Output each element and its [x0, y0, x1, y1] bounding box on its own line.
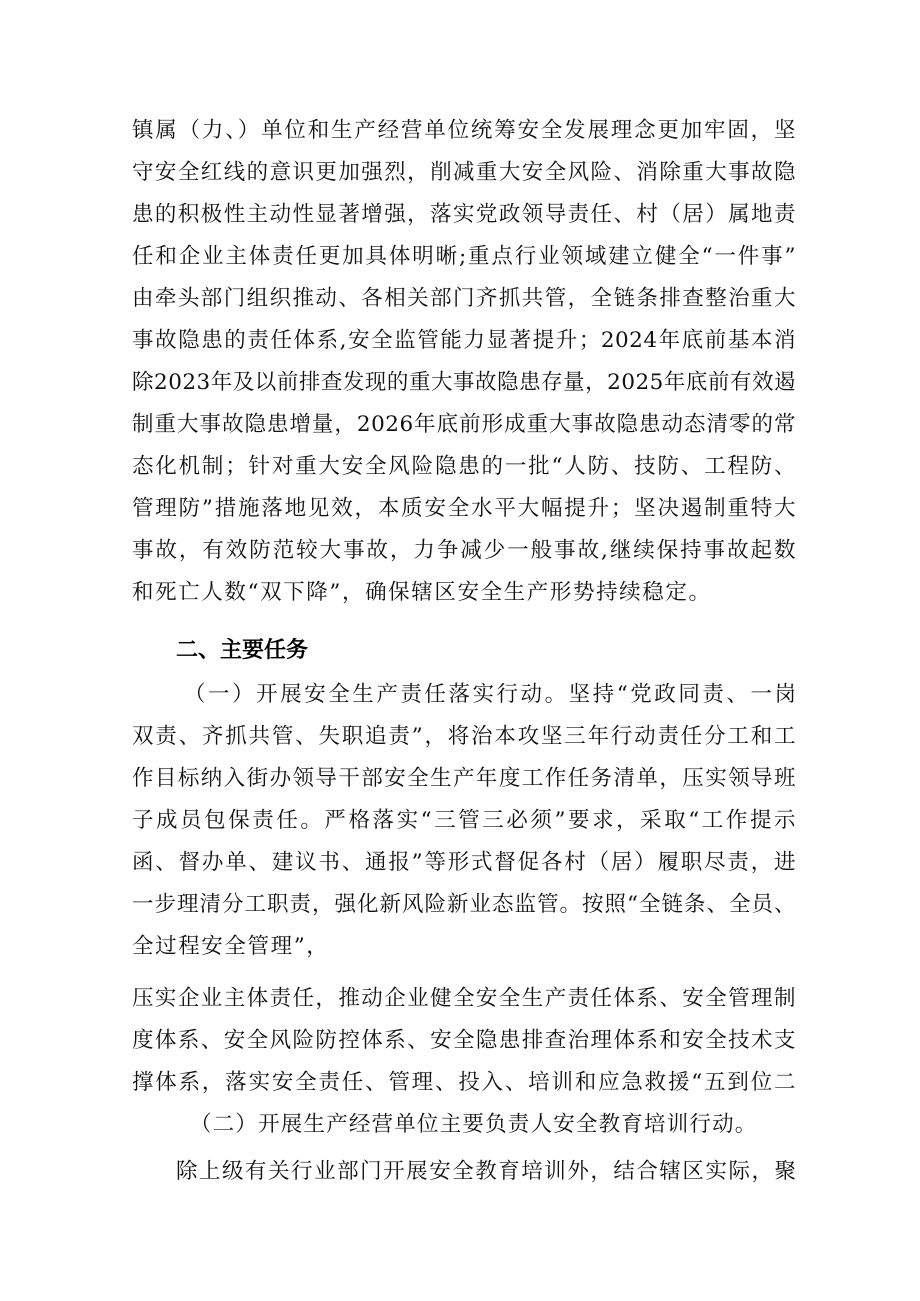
body-text-line: 制重大事故隐患增量，2026年底前形成重大事故隐患动态清零的常 [132, 412, 796, 437]
subsection-heading: （一）开展安全生产责任落实行动。坚持“党政同责、一岗 [184, 682, 796, 707]
body-text-line: 双责、齐抓共管、失职追责”，将治本攻坚三年行动责任分工和工 [132, 724, 796, 749]
body-text-line: 作目标纳入街办领导干部安全生产年度工作任务清单，压实领导班 [132, 766, 796, 791]
body-text-line: 除上级有关行业部门开展安全教育培训外，结合辖区实际，聚 [176, 1159, 796, 1184]
body-text-line: 度体系、安全风险防控体系、安全隐患排查治理体系和安全技术支 [132, 1028, 796, 1053]
section-heading: 二、主要任务 [176, 638, 309, 663]
body-text-line: 撑体系，落实安全责任、管理、投入、培训和应急救援“五到位二 [132, 1070, 796, 1095]
body-text-line: 由牵头部门组织推动、各相关部门齐抓共管，全链条排查整治重大 [132, 286, 796, 311]
subsection-heading: （二）开展生产经营单位主要负责人安全教育培训行动。 [190, 1112, 758, 1137]
body-text-line: 函、督办单、建议书、通报”等形式督促各村（居）履职尽责，进 [132, 850, 796, 875]
body-text-line: 任和企业主体责任更加具体明晰;重点行业领域建立健全“一件事” [132, 244, 796, 269]
body-text-line: 患的积极性主动性显著增强，落实党政领导责任、村（居）属地责 [132, 202, 796, 227]
body-text-line: 除2023年及以前排查发现的重大事故隐患存量，2025年底前有效遏 [132, 370, 796, 395]
body-text-line: 事故隐患的责任体系,安全监管能力显著提升；2024年底前基本消 [132, 328, 796, 353]
body-text-line: 压实企业主体责任，推动企业健全安全生产责任体系、安全管理制 [132, 986, 796, 1011]
body-text-line: 管理防”措施落地见效，本质安全水平大幅提升；坚决遏制重特大 [132, 496, 796, 521]
body-text-line: 全过程安全管理”， [132, 934, 330, 959]
body-text-line: 事故，有效防范较大事故，力争减少一般事故,继续保持事故起数 [132, 538, 796, 563]
body-text-line: 守安全红线的意识更加强烈，削减重大安全风险、消除重大事故隐 [132, 160, 796, 185]
body-text-line: 态化机制；针对重大安全风险隐患的一批“人防、技防、工程防、 [132, 454, 796, 479]
body-text-line: 镇属（力、）单位和生产经营单位统筹安全发展理念更加牢固，坚 [132, 118, 796, 143]
body-text-line: 一步理清分工职责，强化新风险新业态监管。按照“全链条、全员、 [132, 892, 796, 917]
body-text-line: 子成员包保责任。严格落实“三管三必须”要求，采取“工作提示 [132, 808, 796, 833]
body-text-line: 和死亡人数“双下降”，确保辖区安全生产形势持续稳定。 [132, 580, 712, 605]
